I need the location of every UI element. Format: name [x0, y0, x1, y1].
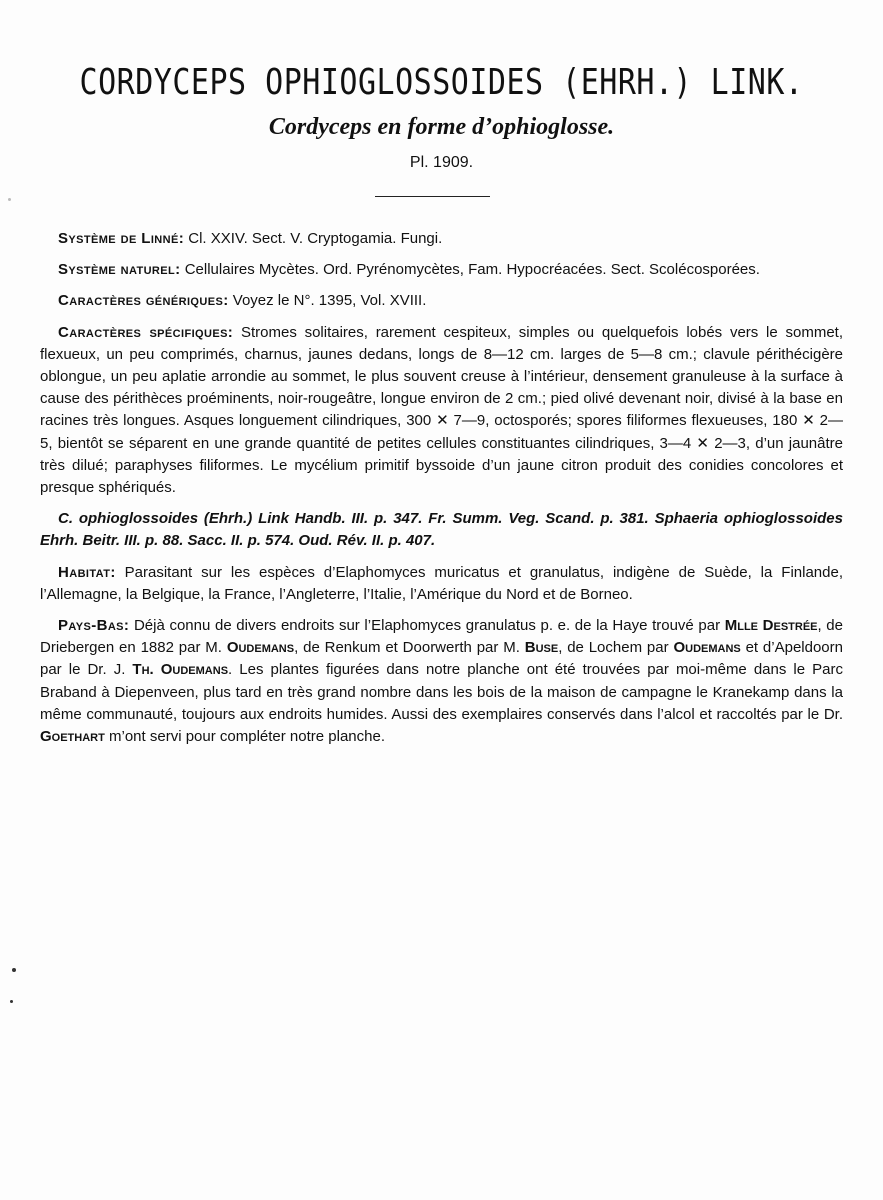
- title-divider: [375, 196, 490, 197]
- person-name: Goethart: [40, 728, 105, 746]
- section-generiques: [40, 290, 843, 312]
- section-references: [40, 508, 843, 552]
- text-run: . Les plantes figurées dans notre planche ont été trouvées par moi-même dans le Parc Braband à Diepenveen, plus tard en très grand nombre dans les bois de la maison de campagne le Kranekamp dans la même communauté, toujours aux endroits humides. Aussi des exemplaires conservés dans l’alcol et raccoltés par le Dr.: [40, 661, 843, 723]
- section-label: Pays-Bas:: [58, 617, 130, 635]
- person-name: Oudemans: [673, 639, 741, 657]
- section-label: Caractères spécifiques:: [58, 323, 234, 341]
- scan-speck: [8, 198, 11, 201]
- text-run: , de Driebergen en 1882 par M.: [40, 617, 843, 657]
- section-habitat: [40, 562, 843, 606]
- text-run: Déjà connu de divers endroits sur l’Elaphomyces granulatus p. e. de la Haye trouvé par: [129, 617, 725, 635]
- document-body: [40, 228, 843, 757]
- section-text: Voyez le N°. 1395, Vol. XVIII.: [228, 292, 427, 310]
- plate-number: Pl. 1909.: [409, 154, 474, 171]
- person-name: Buse: [524, 639, 559, 657]
- text-run: , de Lochem par: [558, 639, 674, 657]
- section-text: Cl. XXIV. Sect. V. Cryptogamia. Fungi.: [184, 230, 443, 247]
- scan-speck: [10, 1000, 13, 1003]
- page-subtitle: Cordyceps en forme d’ophioglosse.: [268, 114, 615, 140]
- section-paysbas: [40, 615, 843, 748]
- references-text: C. ophioglossoides (Ehrh.) Link Handb. III. p. 347. Fr. Summ. Veg. Scand. p. 381. Sphaeria ophioglossoides Ehrh. Beitr. III. p. 88. Sacc. II. p. 574. Oud. Rév. II. p. 407.: [40, 510, 843, 550]
- section-specifiques: [40, 322, 843, 500]
- text-run: , de Renkum et Doorwerth par M.: [294, 639, 525, 657]
- person-name: Mlle Destrée: [724, 617, 818, 635]
- section-label: Système naturel:: [58, 261, 181, 279]
- section-text: Parasitant sur les espèces d’Elaphomyces muricatus et granulatus, indigène de Suède, la Finlande, l’Allemagne, la Belgique, la France, l’Angleterre, l’Italie, l’Amérique du Nord et de Borneo.: [40, 563, 843, 603]
- section-text: Cellulaires Mycètes. Ord. Pyrénomycètes, Fam. Hypocréacées. Sect. Scolécosporées.: [180, 261, 760, 279]
- section-label: Caractères génériques:: [58, 292, 229, 310]
- page-title: CORDYCEPS OPHIOGLOSSOIDES (EHRH.) LINK.: [79, 62, 804, 104]
- section-label: Système de Linné:: [58, 230, 185, 247]
- text-run: m’ont servi pour compléter notre planche.: [104, 728, 385, 746]
- person-name: Th. Oudemans: [132, 661, 229, 679]
- text-run: et d’Apeldoorn par le Dr. J.: [40, 639, 843, 679]
- section-text: Stromes solitaires, rarement cespiteux, simples ou quelquefois lobés vers le sommet, flexueux, un peu comprimés, charnus, jaunes dedans, longs de 8—12 cm. larges de 5—8 cm.; clavule périthécigère oblongue, un peu aplatie arrondie au sommet, le plus souvent creuse à l’intérieur, densement granuleuse à la surface à cause des périthèces proéminents, noir-rougeâtre, longue environ de 2 cm.; pied olivé devenant noir, divisé à la base en racines très longues. Asques longuement cilindriques, 300 ✕ 7—9, octosporés; spores filiformes flexueuses, 180 ✕ 2—5, bientôt se séparent en une grande quantité de petites cellules constituantes cilindriques, 3—4 ✕ 2—3, d’un jaunâtre très dilué; paraphyses filiformes. Le mycélium primitif byssoide d’un jaune citron produit des conidies concolores et presque sphériqués.: [40, 323, 843, 497]
- section-linne: [40, 228, 843, 250]
- scan-speck: [12, 968, 16, 972]
- section-label: Habitat:: [58, 563, 116, 581]
- section-naturel: [40, 259, 843, 281]
- person-name: Oudemans: [226, 639, 295, 657]
